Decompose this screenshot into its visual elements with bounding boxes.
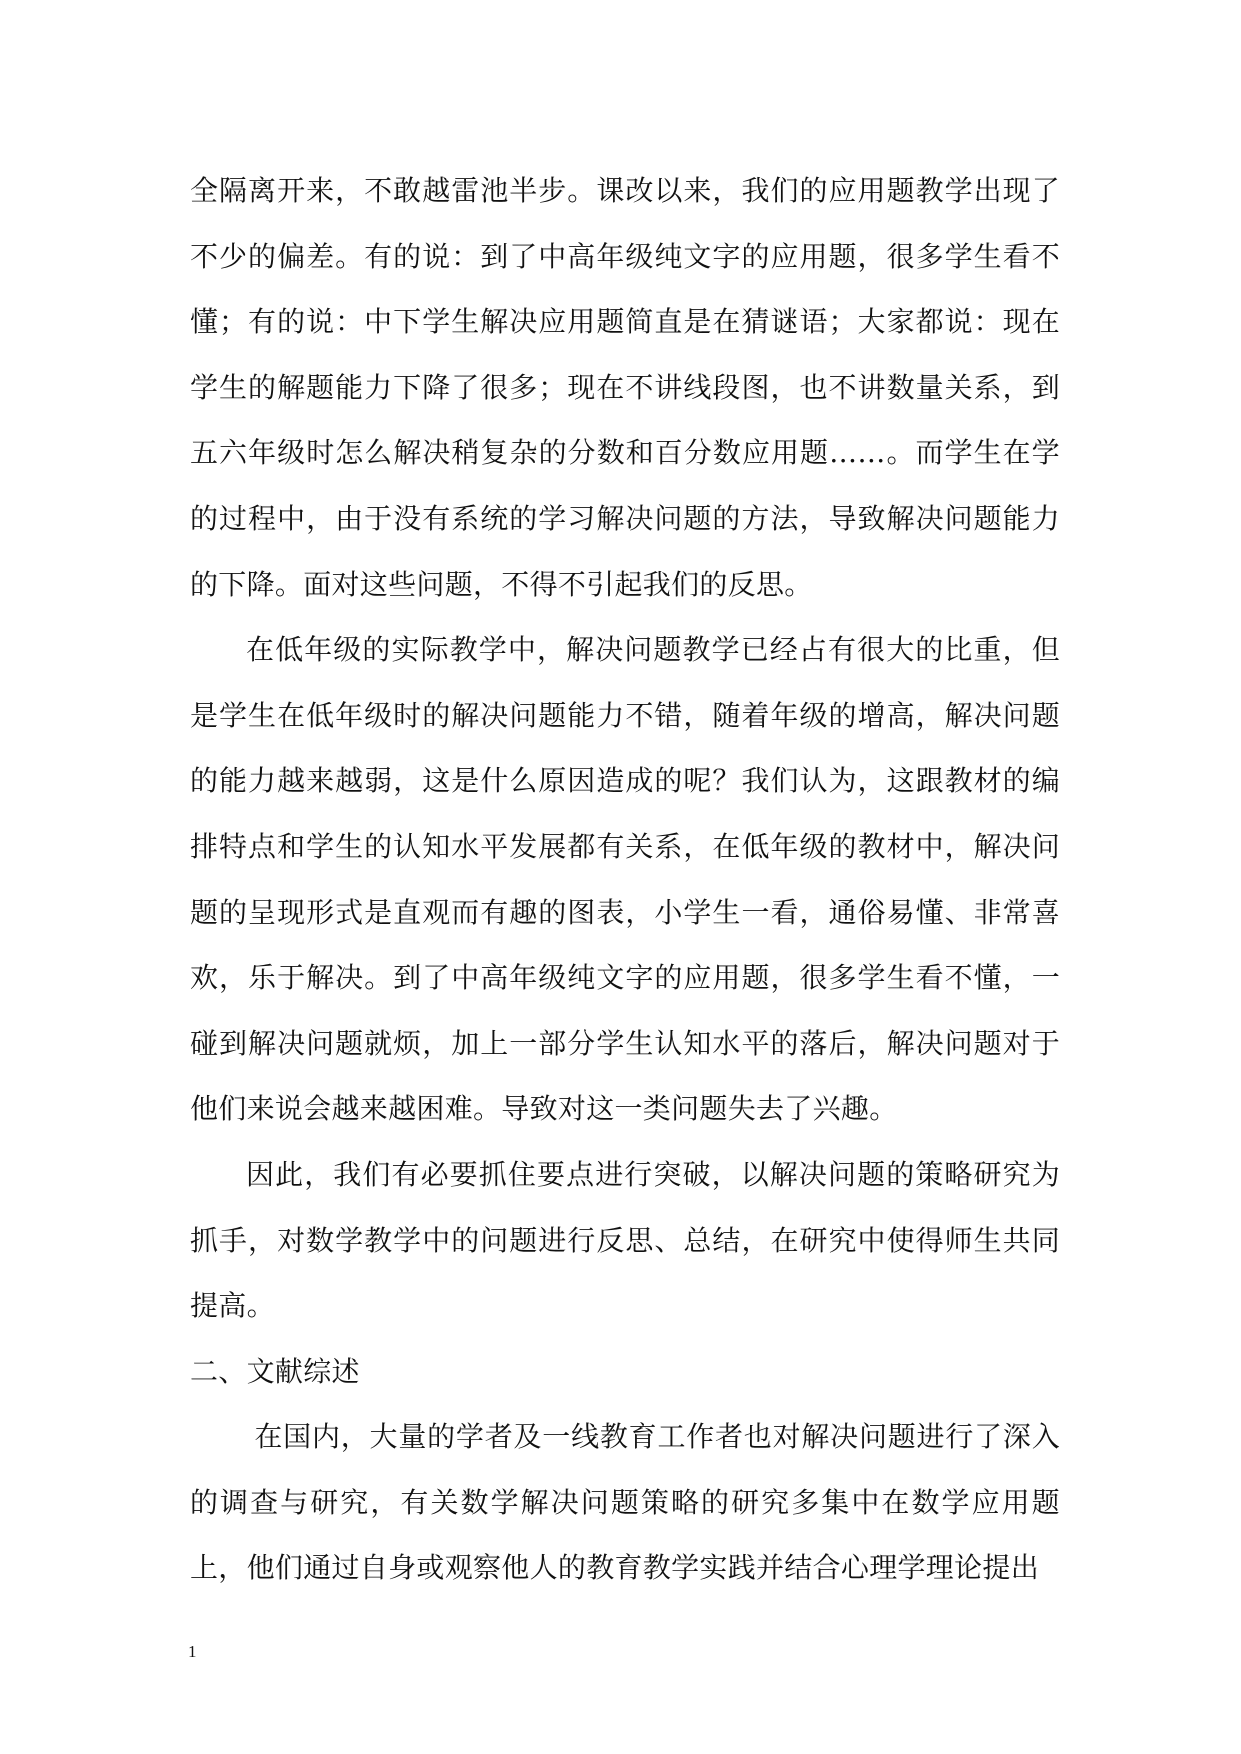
page-number: 1: [188, 1642, 197, 1661]
paragraph-intro-continued: 全隔离开来，不敢越雷池半步。课改以来，我们的应用题教学出现了不少的偏差。有的说：到了中高年级纯文字的应用题，很多学生看不懂；有的说：中下学生解决应用题简直是在猜谜语；大家都说：现在学生的解题能力下降了很多；现在不讲线段图，也不讲数量关系，到五六年级时怎么解决稍复杂的分数和百分数应用题……。而学生在学的过程中，由于没有系统的学习解决问题的方法，导致解决问题能力的下降。面对这些问题，不得不引起我们的反思。: [190, 174, 1060, 601]
paragraph-domestic-research: 在国内，大量的学者及一线教育工作者也对解决问题进行了深入的调查与研究，有关数学解决问题策略的研究多集中在数学应用题上，他们通过自身或观察他人的教育教学实践并结合心理学理论提出: [190, 1420, 1060, 1585]
paragraph-therefore: 因此，我们有必要抓住要点进行突破，以解决问题的策略研究为抓手，对数学教学中的问题进行反思、总结，在研究中使得师生共同提高。: [190, 1157, 1060, 1323]
body-text: [190, 158, 1060, 1601]
section-heading-literature-review: 二、文献综述: [190, 1354, 360, 1388]
paragraph-low-grade-teaching: 在低年级的实际教学中，解决问题教学已经占有很大的比重，但是学生在低年级时的解决问题能力不错，随着年级的增高，解决问题的能力越来越弱，这是什么原因造成的呢？我们认为，这跟教材的编排特点和学生的认知水平发展都有关系，在低年级的教材中，解决问题的呈现形式是直观而有趣的图表，小学生一看，通俗易懂、非常喜欢，乐于解决。到了中高年级纯文字的应用题，很多学生看不懂，一碰到解决问题就烦，加上一部分学生认知水平的落后，解决问题对于他们来说会越来越困难。导致对这一类问题失去了兴趣。: [190, 633, 1060, 1126]
